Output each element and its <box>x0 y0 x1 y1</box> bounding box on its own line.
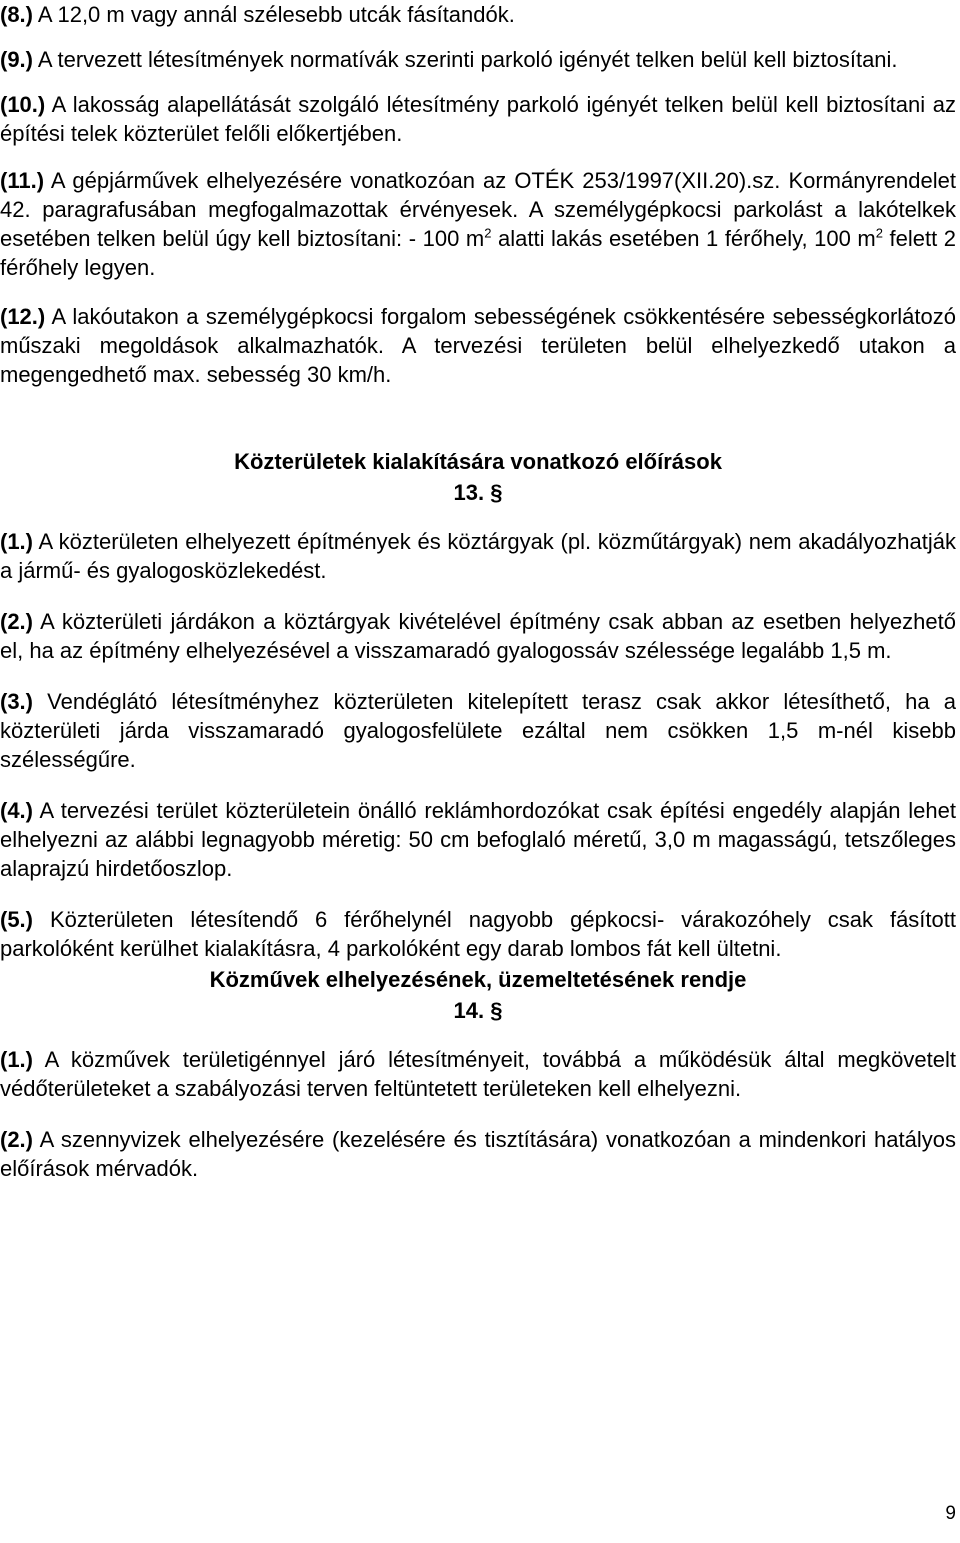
paragraph-text: Vendéglátó létesítményhez közterületen kitelepített terasz csak akkor létesíthető, ha a közterületi járda visszamaradó gyalogosfelülete ezáltal nem csökken 1,5 m-nél kisebb szélességűre. <box>0 689 956 772</box>
paragraph-number: (1.) <box>0 1047 33 1072</box>
paragraph-text: A tervezett létesítmények normatívák szerinti parkoló igényét telken belül kell biztosítani. <box>33 47 898 72</box>
paragraph-text: alatti lakás esetében 1 férőhely, 100 m <box>491 226 876 251</box>
superscript: 2 <box>875 225 883 241</box>
paragraph-text: A közterületi járdákon a köztárgyak kivételével építmény csak abban az esetben helyezhető el, ha az építmény elhelyezésével a visszamaradó gyalogossáv szélessége legalább 1,5 m. <box>0 609 956 663</box>
section13-paragraph-2 <box>0 607 956 665</box>
paragraph-number: (2.) <box>0 1127 33 1152</box>
paragraph-text: A szennyvizek elhelyezésére (kezelésére és tisztítására) vonatkozóan a mindenkori hatályos előírások mérvadók. <box>0 1127 956 1181</box>
paragraph-number: (8.) <box>0 2 33 27</box>
paragraph-number: (5.) <box>0 907 33 932</box>
paragraph-text: A lakóutakon a személygépkocsi forgalom sebességének csökkentésére sebességkorlátozó műszaki megoldások alkalmazhatók. A tervezési területen belül elhelyezkedő utakon a megengedhető max. sebesség 30 km/h. <box>0 304 956 387</box>
section14-paragraph-2 <box>0 1125 956 1183</box>
paragraph-text: Közterületen létesítendő 6 férőhelynél nagyobb gépkocsi- várakozóhely csak fásított parkolóként kerülhet kialakításra, 4 parkolóként egy darab lombos fát kell ültetni. <box>0 907 956 961</box>
section-number: 13. § <box>453 480 503 505</box>
paragraph-text: A tervezési terület közterületein önálló reklámhordozókat csak építési engedély alapján lehet elhelyezni az alábbi legnagyobb méretig: 50 cm befoglaló méretű, 3,0 m magasságú, tetszőleges alaprajzú hirdetőoszlop. <box>0 798 956 881</box>
paragraph-8 <box>0 0 956 29</box>
section13-paragraph-4 <box>0 796 956 883</box>
page-number: 9 <box>945 1503 956 1524</box>
paragraph-10 <box>0 90 956 148</box>
paragraph-number: (10.) <box>0 92 46 117</box>
section-heading: Közművek elhelyezésének, üzemeltetésének rendje <box>209 967 747 992</box>
section-number: 14. § <box>453 998 503 1023</box>
paragraph-number: (3.) <box>0 689 33 714</box>
section13-paragraph-5 <box>0 905 956 963</box>
superscript: 2 <box>484 225 492 241</box>
paragraph-number: (2.) <box>0 609 33 634</box>
paragraph-number: (11.) <box>0 168 45 193</box>
paragraph-number: (1.) <box>0 529 33 554</box>
paragraph-number: (12.) <box>0 304 46 329</box>
paragraph-text: A közművek területigénnyel járó létesítményeit, továbbá a működésük által megkövetelt védőterületeket a szabályozási terven feltüntetett területeken kell elhelyezni. <box>0 1047 956 1101</box>
paragraph-text: A lakosság alapellátását szolgáló létesítmény parkoló igényét telken belül kell biztosítani az építési telek közterület felőli előkertjében. <box>0 92 956 146</box>
section13-paragraph-3 <box>0 687 956 774</box>
section-heading: Közterületek kialakítására vonatkozó előírások <box>234 449 722 474</box>
paragraph-text: A 12,0 m vagy annál szélesebb utcák fásítandók. <box>33 2 515 27</box>
paragraph-text: A közterületen elhelyezett építmények és köztárgyak (pl. közműtárgyak) nem akadályozhatják a jármű- és gyalogosközlekedést. <box>0 529 956 583</box>
paragraph-9 <box>0 45 956 74</box>
paragraph-number: (4.) <box>0 798 33 823</box>
section14-paragraph-1 <box>0 1045 956 1103</box>
paragraph-12 <box>0 302 956 389</box>
section13-paragraph-1 <box>0 527 956 585</box>
paragraph-11 <box>0 166 956 282</box>
paragraph-text: felett 2 férőhely legyen. <box>0 226 957 280</box>
paragraph-text: A gépjárművek elhelyezésére vonatkozóan az OTÉK 253/1997(XII.20).sz. Kormányrendelet 42. paragrafusában megfogalmazottak érvényesek. A személygépkocsi parkolást a lakótelkek esetében telken belül úgy kell biztosítani: - 100 m <box>0 168 956 251</box>
paragraph-number: (9.) <box>0 47 33 72</box>
